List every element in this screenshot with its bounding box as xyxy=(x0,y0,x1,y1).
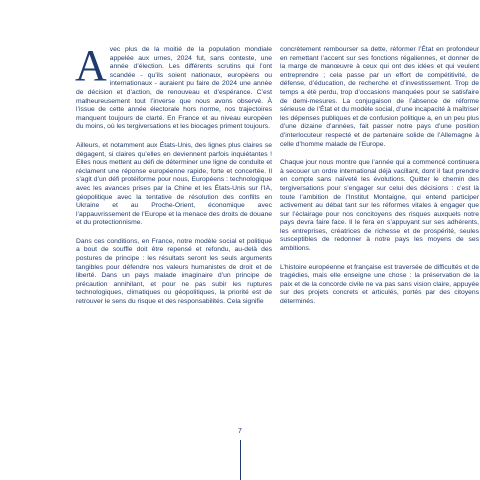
right-paragraph-3: L’histoire européenne et française est traversée de difficultés et de tragédies, mais elle enseigne une chose : la préservation de la paix et de la concorde civile ne va pas sans vision claire, appuyée sur des projets concrets et articulés, portés par des citoyens déterminés. xyxy=(280,263,479,306)
right-paragraph-2: Chaque jour nous montre que l’année qui a commencé continuera à secouer un ordre international déjà vacillant, dont il faut prendre en compte sans naïveté les évolutions. Quitter le chemin des tergiversations pour s’engager sur celui des décisions : c’est là toute l’ambition de l’Institut Montaigne, qui entend participer activement au débat tant sur les réformes vitales à engager que sur l’éclairage pour nos concitoyens des risques auxquels notre pays devra faire face. Il le fera en s’appuyant sur ses adhérents, les entreprises, créatrices de richesse et de prospérité, seules susceptibles de redonner à notre pays les moyens de ses ambitions. xyxy=(280,159,479,253)
left-paragraph-2: Ailleurs, et notamment aux États-Unis, des lignes plus claires se dégagent, si claires qu’elles en deviennent parfois inquiétantes ! Elles nous mettent au défi de déterminer une ligne de conduite et réclament une réponse européenne rapide, forte et concertée. Il s’agit d’un défi protéiforme pour nous, Européens : technologique avec les avances prises par la Chine et les États-Unis sur l’IA, géopolitique avec la tentative de résolution des conflits en Ukraine et au Proche-Orient, économique avec l’appauvrissement de l’Europe et la menace des droits de douane et du protectionnisme. xyxy=(76,141,272,227)
page-number: 7 xyxy=(238,428,242,435)
dropcap-letter: A xyxy=(75,41,107,90)
right-column xyxy=(280,46,479,317)
left-paragraph-1 xyxy=(75,41,272,132)
left-paragraph-3: Dans ces conditions, en France, notre modèle social et politique a bout de souffle doit être repensé et refondu, au-delà des postures de principe : les résultats seront les seuls arguments tangibles pour défendre nos valeurs humanistes de droit et de liberté. Dans un pays malade imaginaire d’un principe de précaution annihilant, et pour ne pas subir les ruptures technologiques, climatiques ou géopolitiques, la priorité est de retrouver le sens du risque et des responsabilités. Cela signifie xyxy=(76,237,272,306)
right-paragraph-1: concrètement rembourser sa dette, réformer l’État en profondeur en remettant l’accent sur ses fonctions régaliennes, et donner de la marge de manœuvre à ceux qui ont des idées et qui veulent entreprendre ; cela passe par un effort de compétitivité, de défense, d’éducation, de recherche et d’investissement. Trop de temps a été perdu, trop d’occasions manquées pour se satisfaire de demi-mesures. La conjugaison de l’absence de réforme sérieuse de l’État et du modèle social, d’une incapacité à maîtriser les dépenses publiques et de confusion politique a, en un peu plus d’une dizaine d’années, fait passer notre pays d’une position d’interlocuteur respecté et de partenaire solide de l’Allemagne à celle d’homme malade de l’Europe. xyxy=(280,46,479,148)
left-column xyxy=(75,41,272,317)
page-number-rule xyxy=(240,440,241,480)
left-paragraph-1-text: vec plus de la moitié de la population mondiale appelée aux urnes, 2024 fut, sans conteste, une année d’élection. Les différents scrutins qui l’ont scandée - qu’ils soient nationaux, européens ou internationaux - auraient pu faire de 2024 une année de décision et d’action, de renouveau et d’espérance. C’est malheureusement tout l’inverse que nous avons observé. À l’issue de cette année électorale hors norme, nos trajectoires manquent toujours de clarté. En France et au niveau européen du moins, où les tergiversations et les biocages priment toujours. xyxy=(76,46,272,131)
